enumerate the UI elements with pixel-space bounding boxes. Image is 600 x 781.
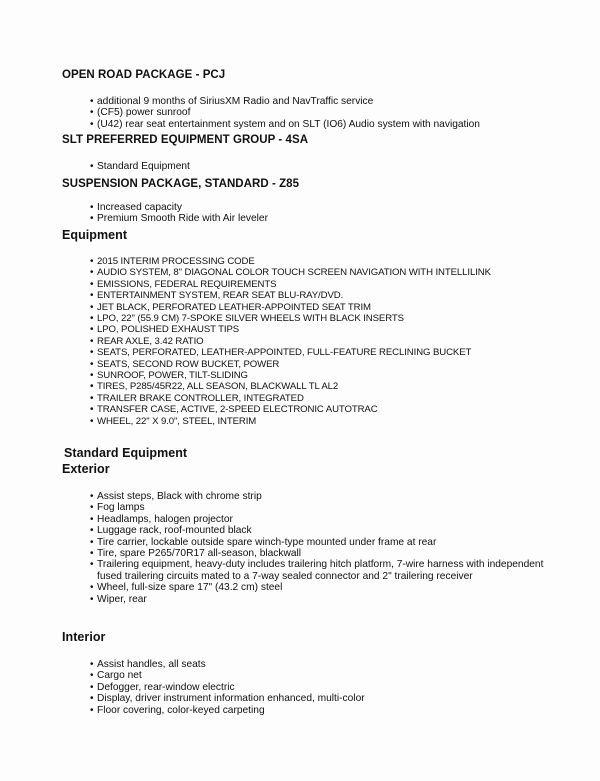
- list-item: • Headlamps, halogen projector: [90, 513, 233, 525]
- bullet: •: [90, 513, 94, 525]
- list-item: • Cargo net: [90, 670, 142, 682]
- list-item: • EMISSIONS, FEDERAL REQUIREMENTS: [90, 278, 277, 290]
- list-item: • TIRES, P285/45R22, ALL SEASON, BLACKWALL TL AL2: [90, 381, 339, 393]
- bullet: •: [90, 347, 94, 359]
- list-item: • REAR AXLE, 3.42 RATIO: [90, 335, 204, 347]
- list-item: • Floor covering, color-keyed carpeting: [90, 704, 265, 716]
- bullet: •: [90, 96, 94, 107]
- list-item: • Luggage rack, roof-mounted black: [90, 525, 252, 537]
- bullet: •: [90, 324, 94, 336]
- list-item: • TRANSFER CASE, ACTIVE, 2-SPEED ELECTRONIC AUTOTRAC: [90, 404, 378, 416]
- interior-list: [90, 659, 365, 716]
- bullet: •: [90, 681, 94, 693]
- bullet: •: [90, 491, 94, 502]
- bullet: •: [90, 313, 94, 325]
- section-heading-equipment: Equipment: [62, 228, 128, 242]
- bullet: •: [90, 213, 94, 225]
- list-item: • Display, driver instrument information enhanced, multi-color: [90, 693, 365, 705]
- list-item: • Standard Equipment: [90, 161, 190, 172]
- section-heading-standard-equipment: Standard Equipment: [64, 446, 188, 460]
- list-item: • Premium Smooth Ride with Air leveler: [90, 213, 268, 225]
- list-item: • Wheel, full-size spare 17" (43.2 cm) steel: [90, 582, 283, 594]
- list-item: • WHEEL, 22" X 9.0", STEEL, INTERIM: [90, 415, 257, 427]
- section-heading-interior: Interior: [62, 630, 106, 644]
- bullet: •: [90, 118, 94, 130]
- slt-preferred-equipment-list: [90, 161, 190, 172]
- list-item: • Tire, spare P265/70R17 all-season, blackwall: [90, 548, 302, 560]
- bullet: •: [90, 593, 94, 605]
- bullet: •: [90, 358, 94, 370]
- section-heading-slt-preferred-equipment: SLT PREFERRED EQUIPMENT GROUP - 4SA: [62, 134, 309, 146]
- bullet: •: [90, 392, 94, 404]
- section-heading-exterior: Exterior: [62, 462, 110, 476]
- list-item: • JET BLACK, PERFORATED LEATHER-APPOINTED SEAT TRIM: [90, 301, 371, 313]
- bullet: •: [90, 502, 94, 514]
- bullet: •: [90, 548, 94, 560]
- list-item: • Defogger, rear-window electric: [90, 681, 235, 693]
- bullet: •: [90, 559, 94, 571]
- list-item: • (U42) rear seat entertainment system and on SLT (IO6) Audio system with navigation: [90, 118, 480, 130]
- list-item: • 2015 INTERIM PROCESSING CODE: [90, 256, 255, 267]
- suspension-package-list: [90, 202, 268, 225]
- list-item: • (CF5) power sunroof: [90, 107, 191, 119]
- list-item: • LPO, 22" (55.9 CM) 7-SPOKE SILVER WHEELS WITH BLACK INSERTS: [90, 313, 404, 325]
- list-item: • TRAILER BRAKE CONTROLLER, INTEGRATED: [90, 392, 304, 404]
- exterior-list: [90, 491, 547, 605]
- list-item: • SEATS, PERFORATED, LEATHER-APPOINTED, FULL-FEATURE RECLINING BUCKET: [90, 347, 472, 359]
- list-item: • additional 9 months of SiriusXM Radio and NavTraffic service: [90, 96, 374, 107]
- list-item: • SUNROOF, POWER, TILT-SLIDING: [90, 370, 248, 382]
- bullet: •: [90, 256, 94, 267]
- bullet: •: [90, 704, 94, 716]
- list-item: • Fog lamps: [90, 502, 145, 514]
- bullet: •: [90, 536, 94, 548]
- bullet: •: [90, 582, 94, 594]
- bullet: •: [90, 415, 94, 427]
- bullet: •: [90, 381, 94, 393]
- open-road-package-list: [90, 96, 480, 130]
- bullet: •: [90, 301, 94, 313]
- bullet: •: [90, 659, 94, 670]
- equipment-list: [90, 256, 491, 427]
- section-heading-suspension-package: SUSPENSION PACKAGE, STANDARD - Z85: [62, 178, 300, 190]
- bullet: •: [90, 202, 94, 213]
- bullet: •: [90, 670, 94, 682]
- bullet: •: [90, 278, 94, 290]
- bullet: •: [90, 404, 94, 416]
- list-item: • Wiper, rear: [90, 593, 147, 605]
- bullet: •: [90, 107, 94, 119]
- bullet: •: [90, 335, 94, 347]
- bullet: •: [90, 290, 94, 302]
- list-item: • Assist steps, Black with chrome strip: [90, 491, 262, 502]
- list-item: • SEATS, SECOND ROW BUCKET, POWER: [90, 358, 280, 370]
- bullet: •: [90, 693, 94, 705]
- bullet: •: [90, 525, 94, 537]
- bullet: •: [90, 267, 94, 279]
- list-item: • LPO, POLISHED EXHAUST TIPS: [90, 324, 240, 336]
- list-item: • Tire carrier, lockable outside spare winch-type mounted under frame at rear: [90, 536, 437, 548]
- section-heading-open-road-package: OPEN ROAD PACKAGE - PCJ: [62, 69, 226, 81]
- list-item: • Trailering equipment, heavy-duty includes trailering hitch platform, 7-wire harness with independent fused trailering circuits mated to a 7-way sealed connector and 2" trailering receiver: [90, 559, 544, 582]
- list-item: • Assist handles, all seats: [90, 659, 206, 670]
- bullet: •: [90, 161, 94, 172]
- list-item: • Increased capacity: [90, 202, 182, 213]
- list-item: • AUDIO SYSTEM, 8" DIAGONAL COLOR TOUCH SCREEN NAVIGATION WITH INTELLILINK: [90, 267, 491, 279]
- bullet: •: [90, 370, 94, 382]
- list-item: • ENTERTAINMENT SYSTEM, REAR SEAT BLU-RAY/DVD.: [90, 290, 344, 302]
